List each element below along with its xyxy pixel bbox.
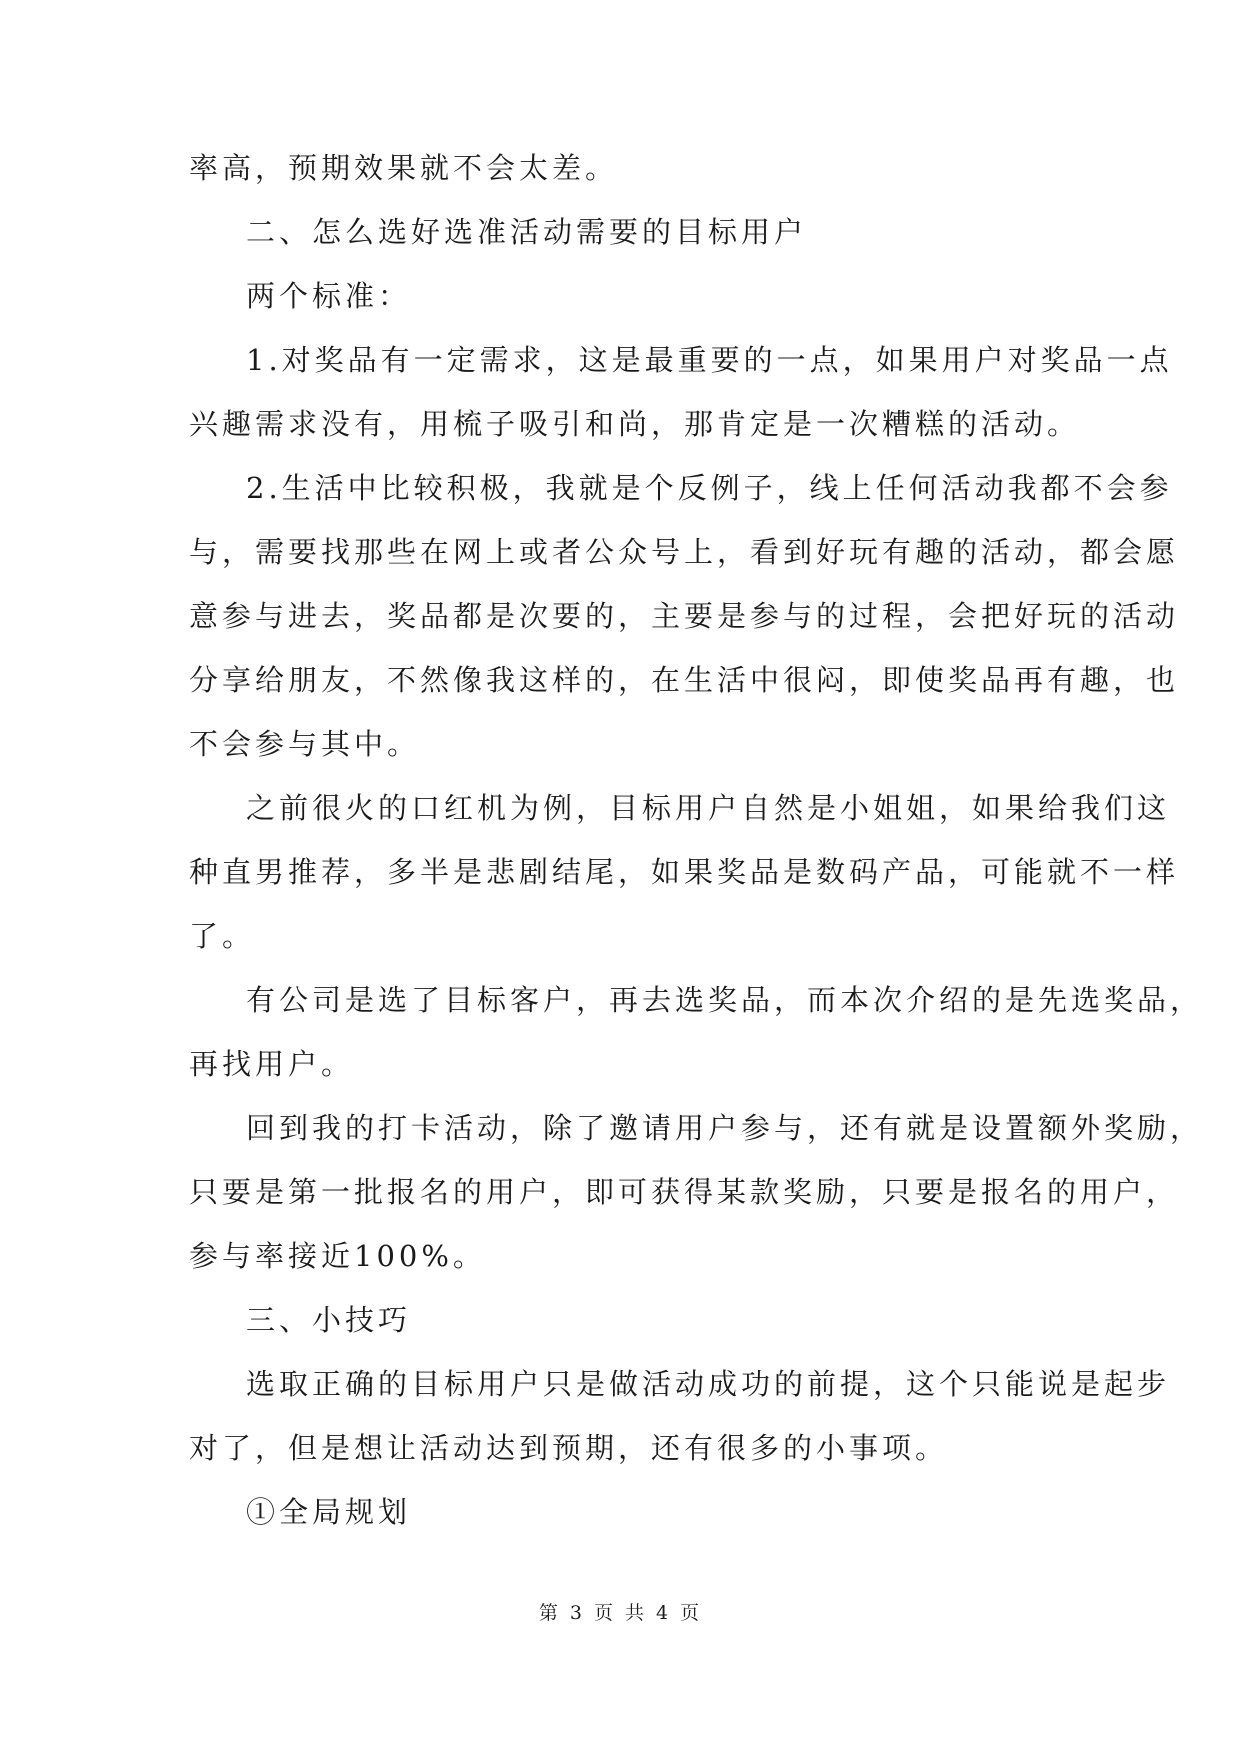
text-line: 率高，预期效果就不会太差。 [189,151,619,185]
text-line: 种直男推荐，多半是悲剧结尾，如果奖品是数码产品，可能就不一样 [189,855,1180,889]
text-line: 与，需要找那些在网上或者公众号上，看到好玩有趣的活动，都会愿 [189,535,1180,569]
text-line: 1.对奖品有一定需求，这是最重要的一点，如果用户对奖品一点 [246,343,1173,377]
text-line: 兴趣需求没有，用梳子吸引和尚，那肯定是一次糟糕的活动。 [189,407,1081,441]
text-line: 之前很火的口红机为例，目标用户自然是小姐姐，如果给我们这 [246,791,1171,825]
text-line: 意参与进去，奖品都是次要的，主要是参与的过程，会把好玩的活动 [189,599,1180,633]
text-line: 参与率接近100%。 [189,1239,486,1273]
text-line: 有公司是选了目标客户，再去选奖品，而本次介绍的是先选奖品， [246,983,1204,1017]
text-line: 再找用户。 [189,1047,355,1081]
text-line: 选取正确的目标用户只是做活动成功的前提，这个只能说是起步 [246,1367,1171,1401]
section-heading: 三、小技巧 [246,1303,412,1337]
text-line: 2.生活中比较积极，我就是个反例子，线上任何活动我都不会参 [246,471,1173,505]
text-line: 不会参与其中。 [189,727,421,761]
text-line: 只要是第一批报名的用户，即可获得某款奖励，只要是报名的用户， [189,1175,1180,1209]
text-line: 回到我的打卡活动，除了邀请用户参与，还有就是设置额外奖励， [246,1111,1204,1145]
page-number-footer: 第 3 页 共 4 页 [538,1602,703,1624]
subsection-heading: ①全局规划 [246,1495,412,1529]
text-line: 分享给朋友，不然像我这样的，在生活中很闷，即使奖品再有趣，也 [189,663,1180,697]
section-heading: 二、怎么选好选准活动需要的目标用户 [246,215,808,249]
text-line: 两个标准： [246,279,412,313]
text-line: 对了，但是想让活动达到预期，还有很多的小事项。 [189,1431,949,1465]
text-line: 了。 [189,919,256,953]
